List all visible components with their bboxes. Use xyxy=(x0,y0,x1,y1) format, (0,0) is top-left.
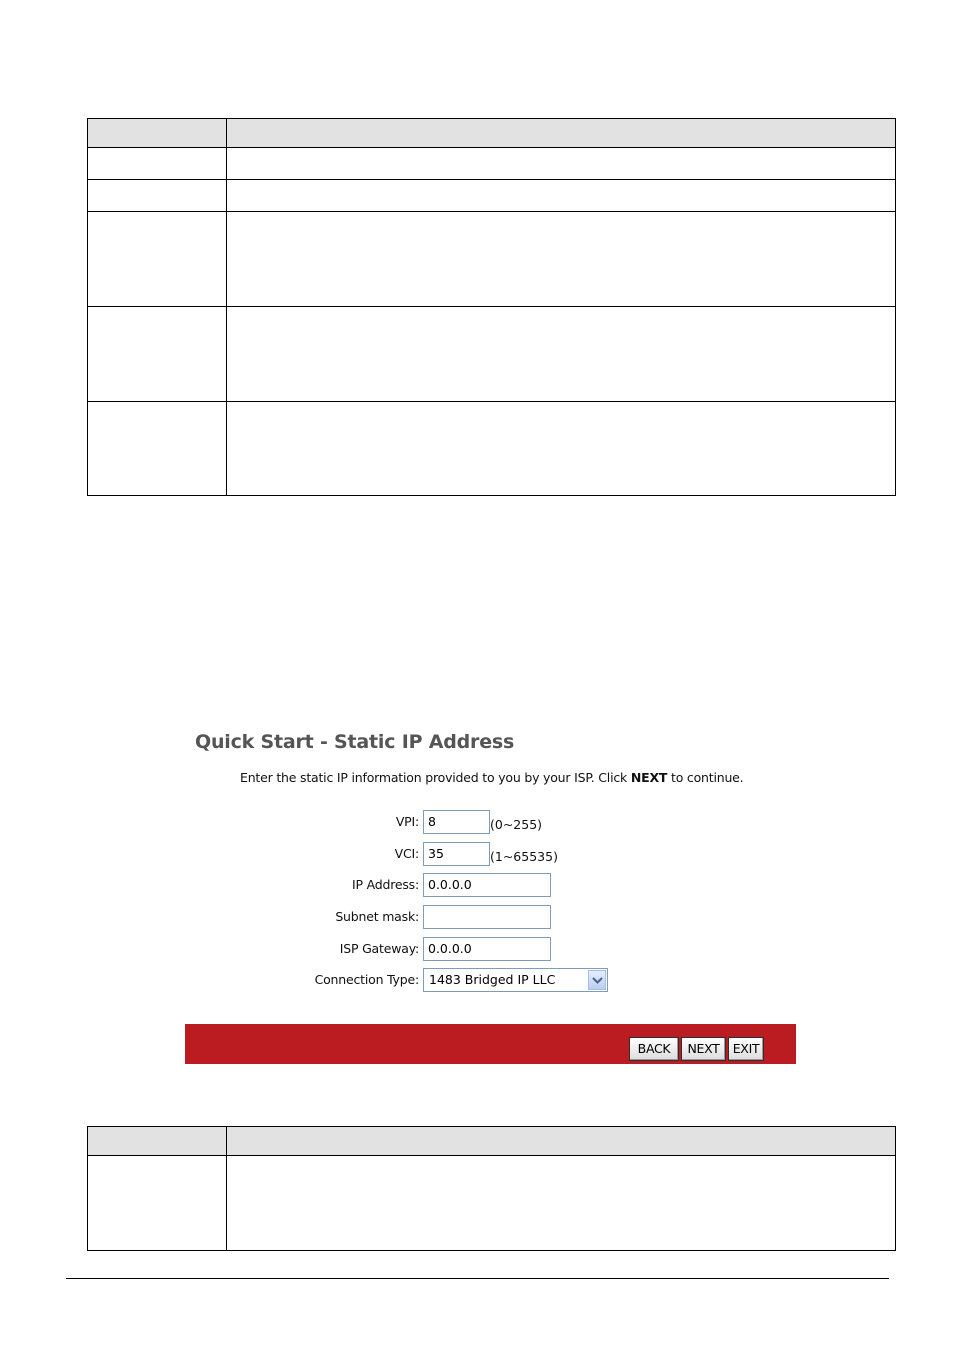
vci-range-hint: (1~65535) xyxy=(490,849,558,864)
ip-address-input[interactable]: 0.0.0.0 xyxy=(423,873,551,897)
connection-type-value: 1483 Bridged IP LLC xyxy=(429,972,556,987)
table-header-row xyxy=(88,1127,896,1156)
table-cell xyxy=(88,1156,227,1251)
ip-address-label: IP Address: xyxy=(352,877,419,892)
table-header-cell xyxy=(227,1127,896,1156)
page-title: Quick Start - Static IP Address xyxy=(195,731,515,753)
intro-next-keyword: NEXT xyxy=(630,770,668,785)
table-row xyxy=(88,307,896,402)
table-row xyxy=(88,180,896,212)
parameter-table-top xyxy=(87,118,896,496)
table-cell xyxy=(227,148,896,180)
table-row xyxy=(88,1156,896,1251)
table-header-cell xyxy=(88,119,227,148)
isp-gateway-label: ISP Gateway: xyxy=(339,941,419,956)
table-header-cell xyxy=(227,119,896,148)
parameter-table-bottom xyxy=(87,1126,896,1251)
table-cell xyxy=(88,212,227,307)
table-cell xyxy=(227,307,896,402)
intro-text-start: Enter the static IP information provided to you by your ISP. Click xyxy=(240,770,631,785)
back-button[interactable]: BACK xyxy=(629,1037,679,1061)
table-cell xyxy=(88,402,227,496)
table-cell xyxy=(227,212,896,307)
subnet-mask-input[interactable] xyxy=(423,905,551,929)
vpi-input[interactable]: 8 xyxy=(423,810,490,834)
footer-divider xyxy=(66,1278,889,1279)
exit-button[interactable]: EXIT xyxy=(728,1037,764,1061)
next-button[interactable]: NEXT xyxy=(681,1037,726,1061)
intro-text-end: to continue. xyxy=(667,770,744,785)
table-row xyxy=(88,402,896,496)
table-cell xyxy=(88,148,227,180)
vpi-label: VPI: xyxy=(395,814,419,829)
table-cell xyxy=(227,1156,896,1251)
table-header-cell xyxy=(88,1127,227,1156)
connection-type-select[interactable] xyxy=(423,968,608,992)
table-cell xyxy=(227,402,896,496)
table-cell xyxy=(88,307,227,402)
table-cell xyxy=(88,180,227,212)
table-cell xyxy=(227,180,896,212)
isp-gateway-input[interactable]: 0.0.0.0 xyxy=(423,937,551,961)
table-header-row xyxy=(88,119,896,148)
table-row xyxy=(88,148,896,180)
intro-text xyxy=(240,770,743,785)
vci-label: VCI: xyxy=(394,846,419,861)
table-row xyxy=(88,212,896,307)
vci-input[interactable]: 35 xyxy=(423,842,490,866)
chevron-down-icon[interactable] xyxy=(588,970,606,990)
subnet-mask-label: Subnet mask: xyxy=(335,909,419,924)
connection-type-label: Connection Type: xyxy=(314,972,419,987)
vpi-range-hint: (0~255) xyxy=(490,817,543,832)
